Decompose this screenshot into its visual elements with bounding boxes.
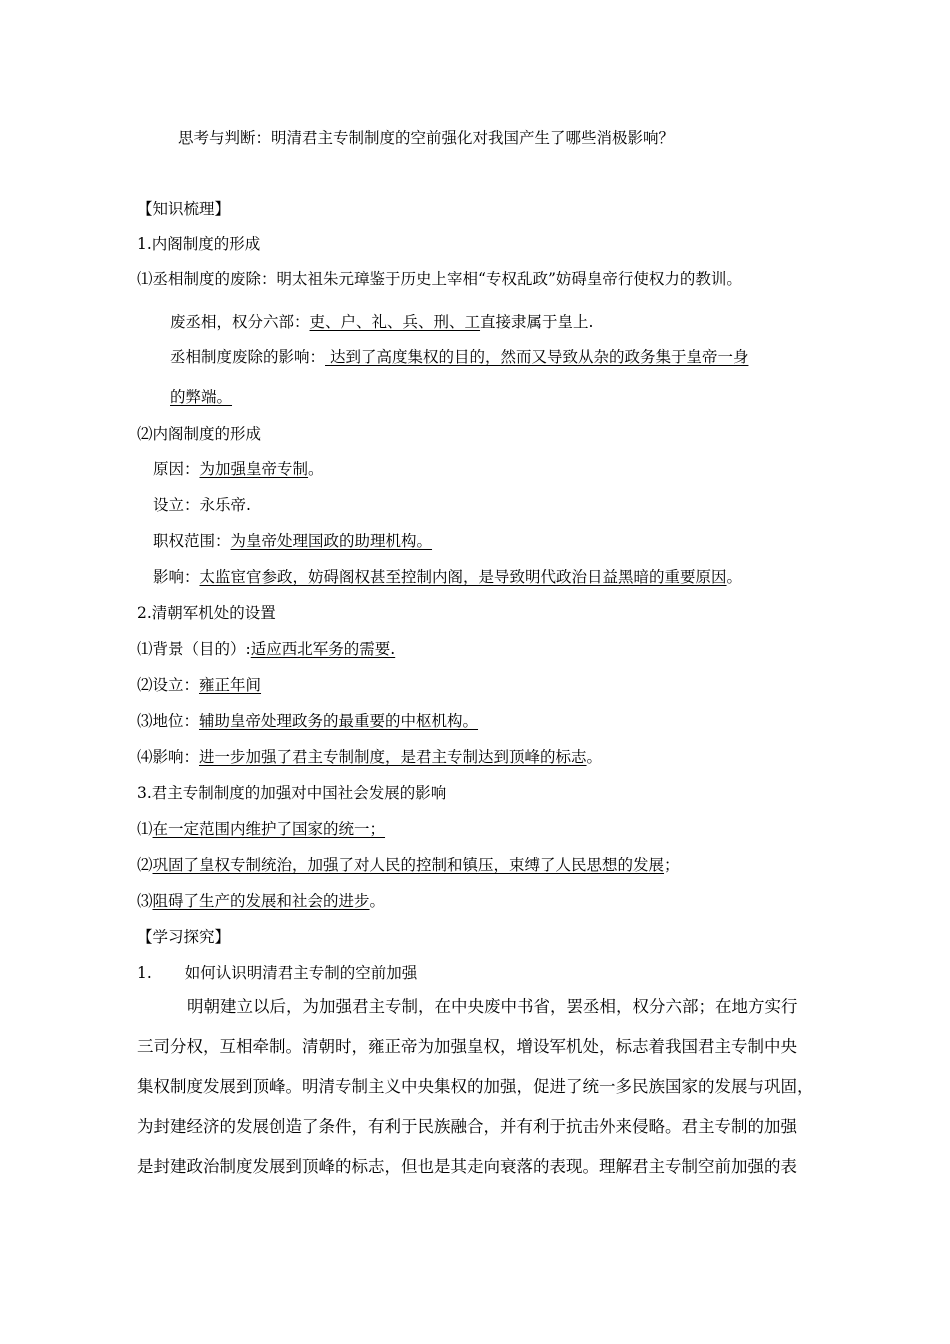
item-suffix: 。 <box>586 748 603 766</box>
item-abolition-impact <box>170 346 748 368</box>
item-reason <box>153 458 324 480</box>
item-label: 影响： <box>153 568 200 586</box>
item-chancellor-abolished <box>137 268 742 290</box>
section-heading-knowledge: 【知识梳理】 <box>137 200 231 218</box>
answer-underlined: 雍正年间 <box>199 676 262 694</box>
answer-underlined: 进一步加强了君主专制制度，是君主专制达到顶峰的标志 <box>199 748 587 766</box>
item-established <box>153 494 251 516</box>
item-text: 明太祖朱元璋鉴于历史上宰相“专权乱政”妨碍皇帝行使权力的教训。 <box>276 270 742 288</box>
answer-underlined: 吏、户、礼、兵、刑、工 <box>309 313 481 331</box>
item-label: ⑷影响： <box>137 748 200 766</box>
item-impact <box>137 746 602 768</box>
explore-para-line: 为封建经济的发展创造了条件，有利于民族融合，并有利于抗击外来侵略。君主专制的加强 <box>137 1117 797 1136</box>
heading-cabinet-formation: 1.内阁制度的形成 <box>137 235 261 253</box>
answer-underlined: 在一定范围内维护了国家的统一； <box>152 820 386 838</box>
item-label: 丞相制度废除的影响： <box>170 348 326 366</box>
item-influence <box>153 566 742 588</box>
item-suffix: 。 <box>726 568 743 586</box>
item-label: ⑶ <box>137 892 153 910</box>
item-label: ⑴丞相制度的废除： <box>137 270 277 288</box>
heading-autocracy-impact: 3.君主专制制度的加强对中国社会发展的影响 <box>137 784 447 802</box>
item-suffix: ； <box>664 856 680 874</box>
item-label: 设立： <box>153 496 200 514</box>
explore-question <box>137 962 417 984</box>
item-label: 原因： <box>153 460 200 478</box>
explore-para-line: 集权制度发展到顶峰。明清专制主义中央集权的加强，促进了统一多民族国家的发展与巩固， <box>137 1077 814 1096</box>
item-suffix: 。 <box>369 892 386 910</box>
item-text: 永乐帝. <box>199 496 251 514</box>
item-label: ⑴ <box>137 820 153 838</box>
item-label: ⑶地位： <box>137 712 200 730</box>
question-text: 如何认识明清君主专制的空前加强 <box>184 964 418 982</box>
answer-underlined: 为加强皇帝专制 <box>199 460 309 478</box>
explore-para-line: 是封建政治制度发展到顶峰的标志，但也是其走向衰落的表现。理解君主专制空前加强的表 <box>137 1157 797 1176</box>
item-suffix: 。 <box>308 460 324 478</box>
answer-underlined: 辅助皇帝处理政务的最重要的中枢机构。 <box>199 712 479 730</box>
answer-underlined: 适应西北军务的需要. <box>250 640 396 658</box>
item-label: ⑵设立： <box>137 676 200 694</box>
item-unity <box>137 818 385 840</box>
answer-underlined: 巩固了皇权专制统治，加强了对人民的控制和镇压，束缚了人民思想的发展 <box>152 856 665 874</box>
explore-para-line: 三司分权，互相牵制。清朝时，雍正帝为加强皇权，增设军机处，标志着我国君主专制中央 <box>137 1037 797 1056</box>
item-label: ⑵ <box>137 856 153 874</box>
item-hindrance <box>137 890 385 912</box>
item-background <box>137 638 395 660</box>
item-authority <box>153 530 432 552</box>
item-label: ⑴背景（目的）: <box>137 640 251 658</box>
item-six-ministries <box>170 311 593 333</box>
item-abolition-impact-cont <box>170 386 232 408</box>
item-label: 职权范围： <box>153 532 231 550</box>
answer-underlined: 达到了高度集权的目的，然而又导致从杂的政务集于皇帝一身 <box>325 348 749 366</box>
think-question: 思考与判断：明清君主专制制度的空前强化对我国产生了哪些消极影响？ <box>178 129 675 147</box>
item-status <box>137 710 478 732</box>
heading-grand-council: 2.清朝军机处的设置 <box>137 604 276 622</box>
item-setup <box>137 674 261 696</box>
item-consolidation <box>137 854 680 876</box>
section-heading-explore: 【学习探究】 <box>137 928 231 946</box>
answer-underlined: 太监宦官参政，妨碍阁权甚至控制内阁，是导致明代政治日益黑暗的重要原因 <box>199 568 727 586</box>
question-number: 1. <box>137 964 152 982</box>
answer-underlined: 的弊端。 <box>170 388 233 406</box>
answer-underlined: 为皇帝处理国政的助理机构。 <box>230 532 433 550</box>
explore-para-line: 明朝建立以后，为加强君主专制，在中央废中书省，罢丞相，权分六部；在地方实行 <box>187 997 798 1016</box>
item-suffix: 直接隶属于皇上. <box>480 313 594 331</box>
item-label: 废丞相，权分六部： <box>170 313 310 331</box>
heading-cabinet-system: ⑵内阁制度的形成 <box>137 425 262 443</box>
answer-underlined: 阻碍了生产的发展和社会的进步 <box>152 892 370 910</box>
